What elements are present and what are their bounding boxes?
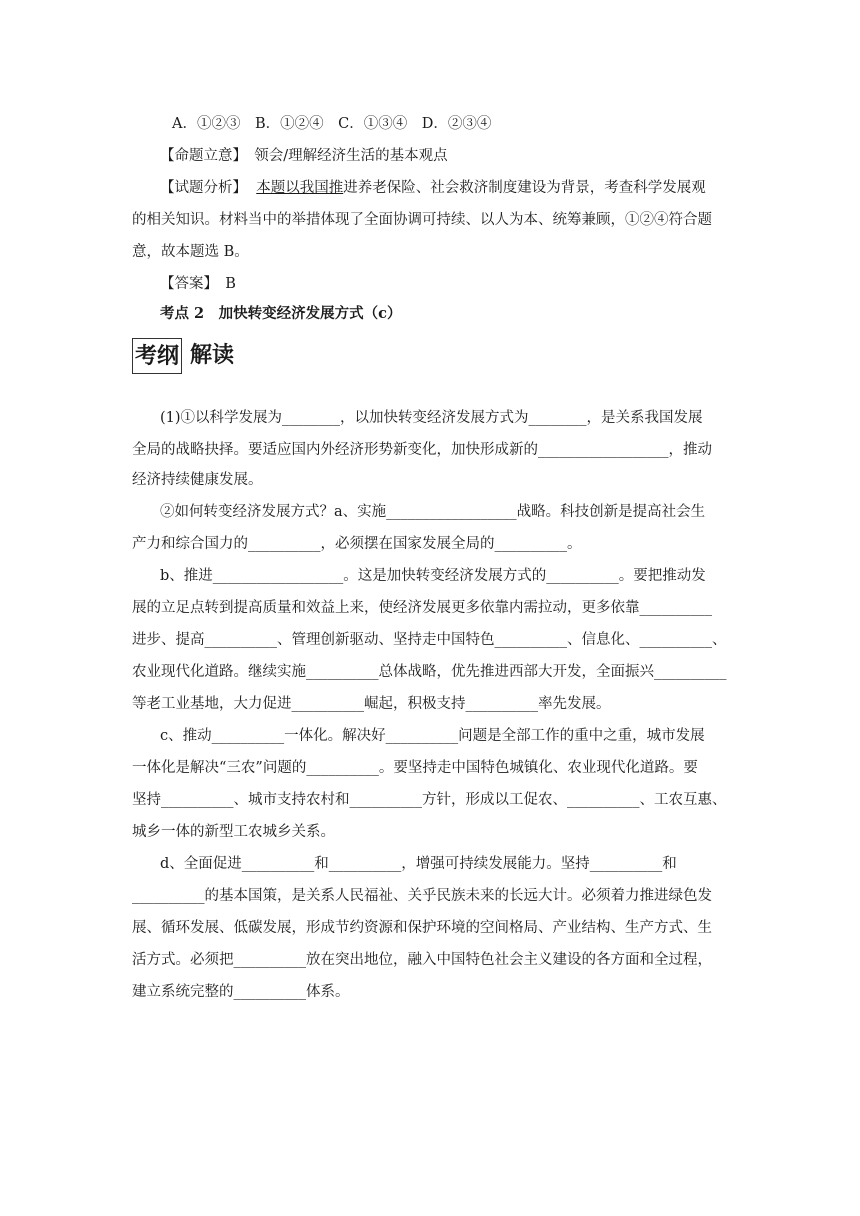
analysis-line1-rest: 进养老保险、社会救济制度建设为背景，考查科学发展观 bbox=[343, 180, 706, 196]
body-line: 经济持续健康发展。 bbox=[132, 472, 263, 488]
body-line: ②如何转变经济发展方式？a、实施__________________战略。科技创新是提高社会生 bbox=[160, 504, 706, 520]
analysis-underlined: 本题以我国推 bbox=[256, 180, 344, 196]
body-line: 进步、提高__________、管理创新驱动、坚持走中国特色__________、信息化、__________、 bbox=[132, 632, 727, 648]
body-line: c、推动__________一体化。解决好__________问题是全部工作的重中之重，城市发展 bbox=[160, 728, 705, 744]
body-line: 城乡一体的新型工农城乡关系。 bbox=[132, 824, 335, 840]
body-line: 全局的战略抉择。要适应国内外经济形势新变化，加快形成新的__________________，推动 bbox=[132, 442, 712, 458]
section-heading-rest: 解读 bbox=[190, 342, 235, 368]
body-line: 建立系统完整的__________体系。 bbox=[132, 984, 350, 1000]
body-line: (1)①以科学发展为________，以加快转变经济发展方式为________，是关系我国发展 bbox=[160, 410, 703, 426]
body-line: d、全面促进__________和__________，增强可持续发展能力。坚持__________和 bbox=[160, 856, 677, 872]
answer-options: A．①②③ B．①②④ C．①③④ D．②③④ bbox=[172, 116, 492, 132]
body-line: 等老工业基地，大力促进__________崛起，积极支持__________率先发展。 bbox=[132, 696, 611, 712]
body-line: __________的基本国策，是关系人民福祉、关乎民族未来的长远大计。必须着力推进绿色发 bbox=[132, 888, 712, 904]
intent-text: 领会/理解经济生活的基本观点 bbox=[239, 148, 448, 164]
answer-label: 【答案】 bbox=[160, 276, 211, 292]
body-line: 展、循环发展、低碳发展，形成节约资源和保护环境的空间格局、产业结构、生产方式、生 bbox=[132, 920, 712, 936]
section-heading-boxed: 考纲 bbox=[132, 338, 182, 374]
answer-text: B bbox=[210, 276, 236, 292]
analysis-line-3: 意，故本题选 B。 bbox=[132, 244, 249, 260]
kaodian-title: 考点 2 加快转变经济发展方式（c） bbox=[160, 305, 402, 322]
answer-line bbox=[160, 274, 760, 294]
body-line: 坚持__________、城市支持农村和__________方针，形成以工促农、__________、工农互惠、 bbox=[132, 792, 727, 808]
body-line: 农业现代化道路。继续实施__________总体战略，优先推进西部大开发，全面振兴__________ bbox=[132, 664, 727, 680]
intent-line bbox=[160, 146, 760, 166]
body-line: 展的立足点转到提高质量和效益上来，使经济发展更多依靠内需拉动，更多依靠__________ bbox=[132, 600, 712, 616]
body-line: 活方式。必须把__________放在突出地位，融入中国特色社会主义建设的各方面和全过程， bbox=[132, 952, 712, 968]
analysis-label: 【试题分析】 bbox=[160, 180, 247, 196]
body-line: 一体化是解决“三农”问题的__________。要坚持走中国特色城镇化、农业现代化道路。要 bbox=[132, 760, 698, 776]
intent-label: 【命题立意】 bbox=[160, 148, 240, 164]
body-line: 产力和综合国力的__________，必须摆在国家发展全局的__________。 bbox=[132, 536, 582, 552]
analysis-line-1 bbox=[160, 178, 760, 198]
body-line: b、推进__________________。这是加快转变经济发展方式的__________。要把推动发 bbox=[160, 568, 706, 584]
analysis-line-2: 的相关知识。材料当中的举措体现了全面协调可持续、以人为本、统筹兼顾，①②④符合题 bbox=[132, 212, 712, 228]
